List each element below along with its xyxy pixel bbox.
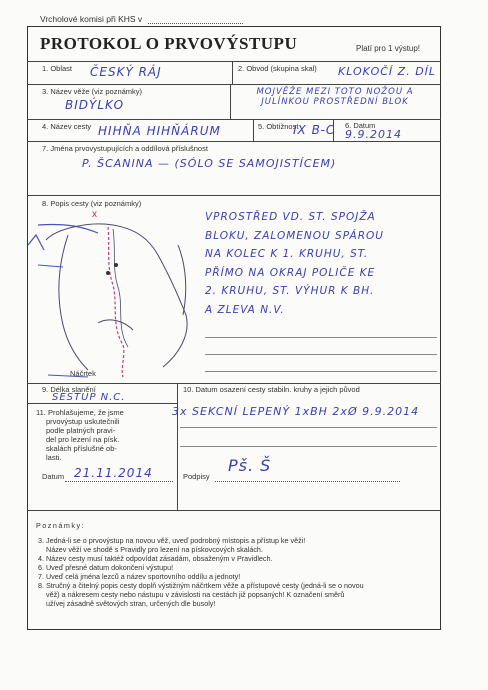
- district-value: KLOKOČÍ Z. DÍL: [338, 65, 437, 78]
- notes-heading: Poznámky:: [36, 521, 86, 530]
- description-rule: [205, 354, 437, 355]
- rule: [27, 84, 441, 85]
- description-line: NA KOLEC K 1. KRUHU, ST.: [205, 248, 369, 260]
- rappel-value: SESTUP N.C.: [52, 392, 126, 403]
- description-line: VPROSTŘED VD. ST. SPOJŽA: [205, 211, 376, 223]
- area-label: 1. Oblast: [42, 64, 73, 73]
- rule: [27, 195, 441, 196]
- route-sketch: [28, 205, 203, 383]
- declaration-line: lasti.: [46, 453, 62, 462]
- rule: [27, 403, 177, 404]
- declaration-line: skalách příslušné ob-: [46, 444, 117, 453]
- date-label: 6. Datum: [345, 121, 376, 130]
- signatures-blank: [215, 481, 400, 482]
- rule-v: [253, 119, 254, 141]
- note-item: 3. Jedná-li se o prvovýstup na novou věž, uveď podrobný místopis a přístup ke věži!: [38, 536, 306, 545]
- rule: [27, 119, 441, 120]
- note-item: 7. Uveď celá jména lezců a název sportovního oddílu a jednoty!: [38, 572, 241, 581]
- description-line: BLOKU, ZALOMENOU SPÁROU: [205, 229, 384, 242]
- district-label: 2. Obvod (skupina skal): [238, 64, 317, 73]
- description-rule: [205, 371, 437, 372]
- sign-date-value: 21.11.2014: [74, 466, 153, 480]
- bolts-label: 10. Datum osazení cesty stabiln. kruhy a jejich původ: [183, 385, 360, 394]
- form-title: PROTOKOL O PRVOVÝSTUPU: [40, 34, 298, 53]
- rule: [27, 383, 441, 384]
- note-item: 8. Stručný a čitelný popis cesty doplň výstižným náčrtkem věže a přístupové cesty (jedná-li se o novou: [38, 581, 364, 590]
- rule-v: [232, 61, 233, 84]
- declaration-line: podle platných pravi-: [46, 426, 116, 435]
- note-item: 4. Název cesty musí taktéž odpovídat zásadám, obsaženým v Pravidlech.: [38, 554, 273, 563]
- notes-list: [38, 536, 438, 608]
- difficulty-label: 5. Obtížnost: [258, 122, 299, 131]
- area-value: ČESKÝ RÁJ: [90, 65, 162, 79]
- committee-label: Vrcholové komisi při KHS v: [40, 14, 143, 24]
- rule: [27, 141, 441, 142]
- sketch-label: Náčrtek: [70, 369, 96, 378]
- tower-value: BIDÝLKO: [65, 98, 125, 112]
- route-name-value: HIHŇA HIHŇÁRUM: [98, 124, 221, 138]
- sign-date-label: Datum: [42, 472, 65, 481]
- declaration-line: prvovýstup uskutečnili: [46, 417, 120, 426]
- bolts-rule: [180, 427, 437, 428]
- valid-note: Platí pro 1 výstup!: [356, 44, 421, 53]
- date-value: 9.9.2014: [345, 128, 402, 141]
- description-text: [205, 208, 440, 319]
- description-rule: [205, 337, 437, 338]
- description-line: PŘÍMO NA OKRAJ POLIČE KE: [205, 266, 376, 279]
- rule: [27, 61, 441, 62]
- bolts-rule: [180, 446, 437, 447]
- signatures-value: Pš. Š: [228, 456, 272, 475]
- climbers-label: 7. Jména prvovystupujících a oddílová příslušnost: [42, 144, 208, 153]
- bolts-value: 3x SEKCNÍ LEPENÝ 1xBH 2xØ 9.9.2014: [172, 405, 420, 418]
- declaration-line: del pro lezení na písk.: [46, 435, 120, 444]
- committee-blank: [148, 23, 243, 24]
- rule: [27, 510, 441, 511]
- route-name-label: 4. Název cesty: [42, 122, 92, 131]
- signatures-label: Podpisy: [183, 472, 210, 481]
- tower-note: MOJVĚŽE MEZI TOTO NOŽOU A JULÍNKOU PROSTŘEDNÍ BLOK: [256, 87, 414, 107]
- difficulty-value: IX B-C: [293, 123, 336, 137]
- svg-text:x: x: [92, 209, 97, 220]
- climbers-value: P. ŠCANINA — (SÓLO SE SAMOJISTÍCEM): [82, 157, 337, 170]
- sign-date-blank: [65, 481, 173, 482]
- declaration-line: 11. Prohlašujeme, že jsme: [36, 408, 124, 417]
- description-line: A ZLEVA N.V.: [205, 303, 285, 316]
- note-item: 6. Uveď přesné datum dokončení výstupu!: [38, 563, 174, 572]
- note-item: věž) a nákresem cesty nebo nástupu v závislosti na cestách již popsaných! K označení směrů: [46, 590, 345, 599]
- description-line: 2. KRUHU, ST. VÝHUR K BH.: [205, 285, 375, 297]
- note-item: Název věží ve shodě s Pravidly pro lezení na pískovcových skalách.: [46, 545, 263, 554]
- note-item: užívej zásadně světových stran, určených dle busoly!: [46, 599, 216, 608]
- rappel-label: 9. Délka slanění: [42, 385, 96, 394]
- rule-v: [230, 84, 231, 119]
- rule-v: [177, 383, 178, 510]
- description-label: 8. Popis cesty (viz poznámky): [42, 199, 142, 208]
- declaration: [36, 408, 124, 462]
- tower-label: 3. Název věže (viz poznámky): [42, 87, 143, 96]
